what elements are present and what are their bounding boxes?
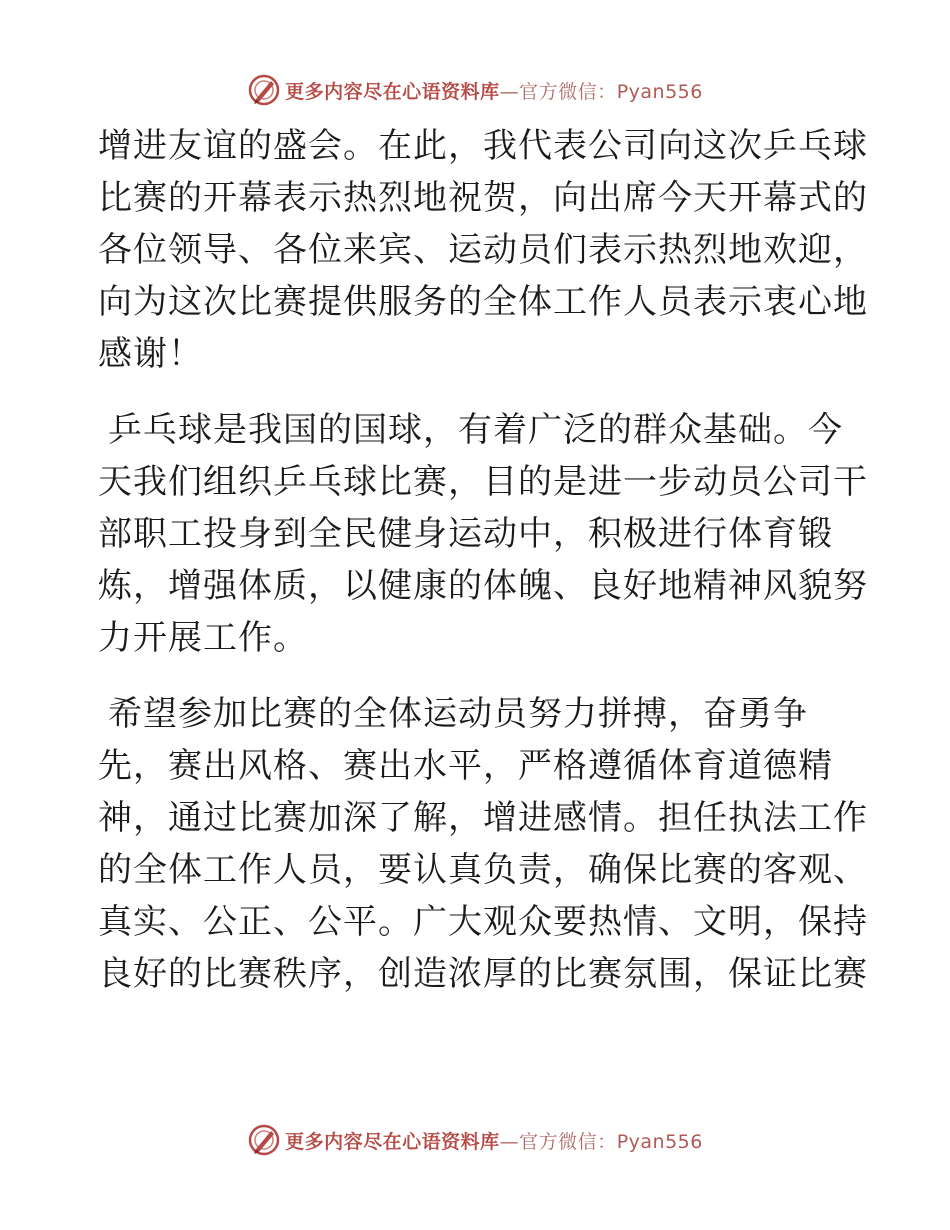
header-banner-id: Pyan556	[616, 80, 703, 103]
text-line: 增进友谊的盛会。在此，我代表公司向这次乒乓球	[98, 126, 868, 166]
text-line: 的全体工作人员，要认真负责，确保比赛的客观、	[98, 850, 868, 890]
text-line: 感谢！	[98, 334, 203, 374]
paragraph-1	[98, 120, 868, 380]
text-line: 神，通过比赛加深了解，增进感情。担任执法工作	[98, 798, 868, 838]
footer-banner-text	[285, 1127, 703, 1154]
footer-banner-main: 更多内容尽在心语资料库	[285, 1130, 500, 1153]
document-body	[98, 120, 868, 1024]
text-line: 先，赛出风格、赛出水平，严格遵循体育道德精	[98, 746, 833, 786]
text-line: 向为这次比赛提供服务的全体工作人员表示衷心地	[98, 282, 868, 322]
text-line: 比赛的开幕表示热烈地祝贺，向出席今天开幕式的	[98, 178, 868, 218]
pen-logo-icon	[247, 1123, 281, 1157]
text-line: 力开展工作。	[98, 618, 308, 658]
text-line: 各位领导、各位来宾、运动员们表示热烈地欢迎，	[98, 230, 868, 270]
footer-banner	[0, 1120, 950, 1160]
footer-banner-dash: —	[499, 1130, 520, 1153]
paragraph-2	[98, 404, 868, 664]
text-line: 部职工投身到全民健身运动中，积极进行体育锻	[98, 514, 833, 554]
text-line: 乒乓球是我国的国球，有着广泛的群众基础。今	[108, 410, 843, 450]
text-line: 天我们组织乒乓球比赛，目的是进一步动员公司干	[98, 462, 868, 502]
footer-banner-sub: 官方微信：	[519, 1130, 617, 1153]
header-banner-main: 更多内容尽在心语资料库	[285, 80, 500, 103]
text-line: 良好的比赛秩序，创造浓厚的比赛氛围，保证比赛	[98, 954, 868, 994]
text-line: 真实、公正、公平。广大观众要热情、文明，保持	[98, 902, 868, 942]
text-line: 炼，增强体质，以健康的体魄、良好地精神风貌努	[98, 566, 868, 606]
header-banner-text	[285, 77, 703, 104]
footer-banner-id: Pyan556	[616, 1130, 703, 1153]
paragraph-3	[98, 688, 868, 1000]
header-banner-dash: —	[499, 80, 520, 103]
header-banner	[0, 70, 950, 110]
header-banner-sub: 官方微信：	[519, 80, 617, 103]
text-line: 希望参加比赛的全体运动员努力拼搏，奋勇争	[108, 694, 808, 734]
pen-logo-icon	[247, 73, 281, 107]
